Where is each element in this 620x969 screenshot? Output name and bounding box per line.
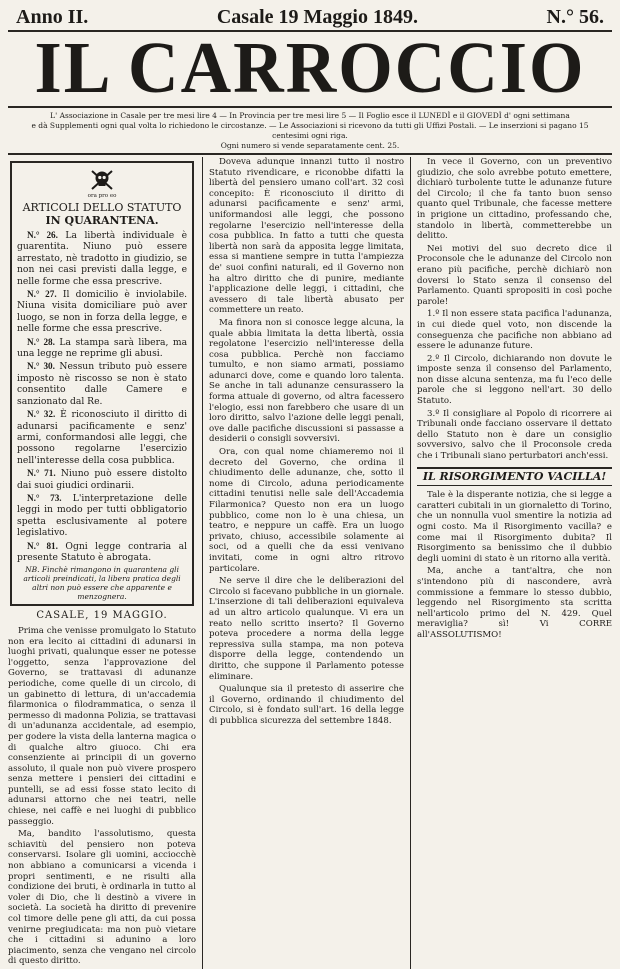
article-number: N.° 81.: [27, 540, 58, 551]
article-number: N.° 26.: [27, 230, 58, 240]
subscription-line-1: L' Associazione in Casale per tre mesi lire 4 — In Provincia per tre mesi lire 5 — Il Foglio esce il LUNEDÌ e il GIOVEDÌ d' ogni settimana: [50, 111, 570, 120]
issue-header: [8, 4, 612, 30]
article-paragraph: 1.º Il non essere stata pacifica l'adunanza, in cui diede quel voto, non discende la conseguenza che pacifiche non abbiano ad essere le adunanze future.: [417, 309, 612, 352]
article-text: La stampa sarà libera, ma una legge ne reprime gli abusi.: [17, 336, 188, 360]
article-paragraph: Ne serve il dire che le deliberazioni del Circolo si facevano pubbliche in un giornale. L'inserzione di tali deliberazioni equivaleva ad un altro articolo qualunque. Vi era un reato nello scritto inserto? Il Governo poteva procedere a norma della legge repressiva sulla stampa, ma non poteva disporre della legge, contendendo un diritto, che suppone il Parlamento potesse eliminare.: [209, 576, 405, 682]
article-paragraph: Qualunque sia il pretesto di asserire che il Governo, ordinando il chiudimento del Circolo, si è fondato sull'art. 16 della legge di pubblica sicurezza del settembre 1848.: [209, 684, 405, 726]
subscription-info: [8, 108, 612, 153]
statute-article: [17, 541, 187, 564]
skull-emblem-icon: [89, 167, 115, 193]
issue-number: N.° 56.: [546, 6, 604, 28]
article-paragraph: Nei motivi del suo decreto dice il Proconsole che le adunanze del Circolo non erano più pacifiche, perchè dichiarò non doversi lo Stato senza il consenso del Parlamento. Quanti spropositi in così poche parole!: [417, 243, 612, 307]
newspaper-page: [8, 4, 612, 967]
box-subtitle: IN QUARANTENA.: [45, 214, 159, 227]
article-number: N.° 28.: [27, 336, 55, 347]
masthead-title: IL CARROCCIO: [34, 28, 586, 109]
article-paragraph: 3.º Il consigliare al Popolo di ricorrere ai Tribunali onde facciano osservare il dettato dello Statuto non è dare un consiglio sovversivo, salvo che il Proconsole creda che i Tribunali siano perturbatori anch'essi.: [417, 408, 612, 462]
article-paragraph: Ora, con qual nome chiameremo noi il decreto del Governo, che ordina il chiudimento delle adunanze, che, sotto il nome di Circolo, aduna periodicamente cittadini tenutisi nelle sale dell'Accademia Filarmonica? Questo non era un luogo pubblico, come non lo è una chiesa, un teatro, e neppure un caffè. Era un luogo privato, chiuso, accessibile solamente ai soci, od a quelli che da essi venivano invitati, come in ogni altro ritrovo particolare.: [209, 447, 405, 574]
statute-article: [17, 409, 187, 466]
article-paragraph: In vece il Governo, con un preventivo giudizio, che solo avrebbe potuto emettere, dichiarò turbolente tutte le adunanze future del Circolo; il che fa tanto buon senso quanto quel Tribunale, che facesse mettere in prigione un cittadino, professando che, standolo in libertà, commetterebbe un delitto.: [417, 157, 612, 242]
article-text: Ogni legge contraria al presente Statuto è abrogata.: [17, 540, 188, 563]
subscription-line-2: e dà Supplementi ogni qual volta lo richiedono le circostanze. — Le Associazioni si ricevono da tutti gli Uffizi Postali. — Le inserzioni si pagano 15 centesimi ogni riga.: [31, 121, 589, 140]
article-paragraph: Ma finora non si conosce legge alcuna, la quale abbia limitata la detta libertà, ossia regolatone l'esercizio nell'interesse della cosa pubblica. Perchè non facciamo tumulto, e non siamo armati, possiamo adunarci dove, come e quando loro talenta. Se anche in tali adunanze censurassero la forma attuale di governo, od altra facessero l'elogio, essi non farebbero che usare di un loro diritto, salvo l'azione delle leggi penali, ove dalle pacifiche discussioni si passasse a desiderii o consigli sovversivi.: [209, 317, 405, 445]
article-number: N.° 73.: [27, 492, 62, 503]
article-text: Niuno può essere distolto dai suoi giudici ordinarii.: [17, 468, 188, 491]
statute-article: [17, 468, 187, 491]
article-text: È riconosciuto il diritto di adunarsi pacificamente e senz' armi, conformandosi alle leggi, che possono regolarne l'esercizio nell'interesse della cosa pubblica.: [17, 409, 188, 466]
article-paragraph: Ma, anche a tant'altra, che non s'intendono più di nascondere, avrà commissione a femmare lo stesso dubbio, leggendo nel Risorgimento sta scritta nell'articolo primo del N. 429. Quel meraviglia? sì! Vi CORRE all'ASSOLUTISMO!: [417, 566, 612, 640]
box-note: NB. Finchè rimangono in quarantena gli articoli preindicati, la libera pratica degli altri non può essere che apparente e menzognera.: [23, 565, 181, 602]
column-2: [203, 157, 411, 969]
issue-year: Anno II.: [16, 6, 89, 28]
columns: [8, 157, 612, 969]
article-paragraph: Ma, bandito l'assolutismo, questa schiavitù del pensiero non poteva conservarsi. Isolare gli uomini, acciocchè non abbiano a comunicarsi a vicenda i propri sentimenti, e ne risulti alla condizione dei bruti, è ordinarla in tutto al voler di Dio, che li destinò a vivere in società. La società ha diritto di prevenire col timore delle pene gli atti, da cui possa venirne pregiudicata: ma non può vietare che i cittadini si adunino a loro piacimento, senza che vengano nel circolo di questo diritto.: [8, 829, 197, 967]
section-heading: IL RISORGIMENTO VACILLA!: [417, 467, 612, 487]
article-paragraph: Doveva adunque innanzi tutto il nostro Statuto rivendicare, e riconobbe difatti la libertà del pensiero umano coll'art. 32 così concepito: È riconosciuto il diritto di adunarsi pacificamente e senz' armi, uniformandosi alle leggi, che possono regolarne l'esercizio nell'interesse della cosa pubblica. In fatto a tutti che questa libertà non sarà da apposita legge limitata, essa si mantiene sempre in tutta l'ampiezza de' suoi confini naturali, ed il Governo non ha altro diritto che di punire, mediante l'applicazione delle leggi, i cittadini, che avessero di tale libertà abusato per commettere un reato.: [209, 157, 405, 316]
article-text: Il domicilio è inviolabile. Niuna visita domiciliare può aver luogo, se non in forza della legge, e nelle forme che essa prescrive.: [17, 289, 188, 335]
statute-article: [17, 337, 187, 360]
article-number: N.° 32.: [27, 409, 56, 420]
statute-article: [17, 493, 187, 539]
column-3: [411, 157, 612, 969]
statute-box: [10, 161, 194, 606]
article-text: La libertà individuale è guarentita. Niuno può essere arrestato, nè tradotto in giudizio, se non nei casi previsti dalla legge, e nelle forme che essa prescrive.: [17, 230, 188, 287]
article-paragraph: 2.º Il Circolo, dichiarando non dovute le imposte senza il consenso del Parlamento, non disse alcuna sentenza, ma fu l'eco delle parole che si leggono nell'art. 30 dello Statuto.: [417, 353, 612, 407]
column-1: [8, 157, 203, 969]
issue-place-date: Casale 19 Maggio 1849.: [216, 6, 418, 28]
dateline: CASALE, 19 MAGGIO.: [36, 610, 168, 622]
statute-article: [17, 230, 187, 287]
article-number: N.° 71.: [27, 468, 56, 479]
statute-article: [17, 289, 187, 335]
article-paragraph: Tale è la disperante notizia, che si legge a caratteri cubitali in un giornaletto di Torino, che un nonnulla vuol smentire la notizia ad ogni costo. Ma il Risorgimento vacilla? e come mai il Risorgimento dubita? Il Risorgimento sa benissimo che il dubbio degli uomini di stato è un ritorno alla verità.: [417, 490, 612, 564]
subscription-rule: [8, 153, 612, 155]
article-text: Nessun tributo può essere imposto nè riscosso se non è stato consentito dalle Camere e sanzionato dal Re.: [17, 361, 188, 407]
box-title: ARTICOLI DELLO STATUTO: [22, 201, 182, 214]
article-number: N.° 27.: [27, 289, 57, 300]
article-number: N.° 30.: [27, 361, 55, 372]
article-paragraph: Prima che venisse promulgato lo Statuto non era lecito ai cittadini di adunarsi in luoghi privati, qualunque esser ne potesse l'oggetto, senza l'approvazione del Governo, se trattavasi di adunanze periodiche, come quelle di un circolo, di un gabinetto di lettura, di un'accademia filarmonica o filodrammatica, o senza il permesso di madonna Polizia, se trattavasi di un'adunanza accidentale, ad esempio, per godere la vista della lanterna magica o di qualche altro giuoco. Chi era consenziente ai principii di un governo assoluto, il quale non può vivere prospero senza mettere i pensieri dei cittadini e puntelli, se ad essi fosse stato lecito di adunarsi attorno che nei teatri, nelle chiese, nei caffè e nei luoghi di pubblico passeggio.: [8, 625, 197, 827]
emblem-motto: ora pro eo: [87, 193, 117, 199]
article-text: L'interpretazione delle leggi in modo per tutti obbligatorio spetta esclusivamente al potere legislativo.: [17, 492, 188, 539]
statute-article: [17, 361, 187, 407]
subscription-line-3: Ogni numero si vende separatamente cent. 25.: [220, 141, 400, 150]
